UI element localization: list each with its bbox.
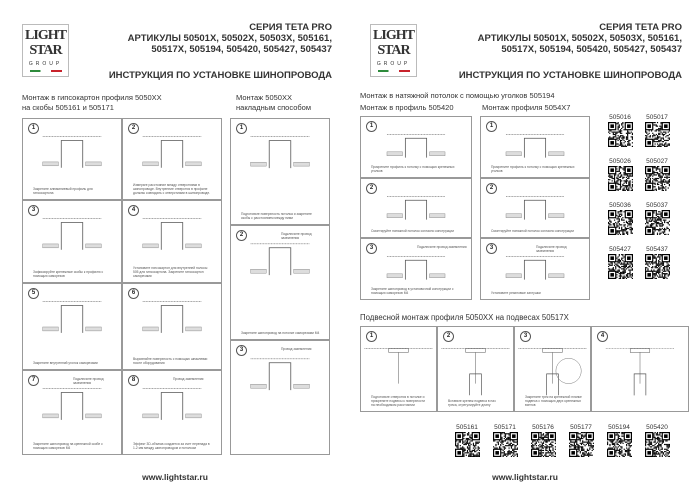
heading-line: Монтаж 5050XX	[236, 93, 292, 102]
step-number: 1	[366, 121, 377, 132]
qr-code[interactable]	[645, 432, 670, 457]
step-number: 1	[366, 331, 377, 342]
website-link[interactable]: www.lightstar.ru	[142, 472, 208, 482]
step-caption: Эффект 3D-объема создается за счет перепада в 1-2 мм между шинопроводом и потолком	[133, 442, 210, 450]
step-panel-2	[230, 225, 330, 340]
logo-text: STAR	[29, 43, 62, 58]
step-number: 3	[236, 345, 247, 356]
lightstar-logo	[22, 24, 69, 77]
diagram-label: Подключите провод заземления	[73, 377, 104, 385]
heading-line: накладным способом	[236, 103, 311, 112]
articles-line: АРТИКУЛЫ 50501X, 50502X, 50503X, 505161,	[127, 33, 332, 44]
qr-item[interactable]	[603, 202, 637, 240]
diagram-label: Подключите провод заземления	[281, 232, 312, 240]
step-caption: Прикрепите профиль к потолку с помощью крепежных уголков	[371, 165, 455, 173]
qr-code[interactable]	[493, 432, 518, 457]
step-panel-2	[122, 118, 222, 200]
step-panel-1	[360, 116, 472, 178]
step-number: 8	[128, 375, 139, 386]
step-caption: Закрепите внутренний уголок саморезами	[33, 361, 98, 365]
step-number: 2	[486, 183, 497, 194]
series-title: СЕРИЯ TETA PRO	[599, 22, 682, 33]
section-heading-surface	[236, 93, 311, 113]
qr-code[interactable]	[608, 210, 633, 235]
qr-code[interactable]	[645, 166, 670, 191]
instruction-title: ИНСТРУКЦИЯ ПО УСТАНОВКЕ ШИНОПРОВОДА	[108, 70, 332, 81]
diagram-label: Подключите провод заземления	[417, 245, 467, 249]
step-number: 7	[28, 375, 39, 386]
step-number: 1	[28, 123, 39, 134]
article-number: 505026	[609, 158, 631, 165]
installation-diagram	[231, 226, 329, 339]
step-number: 4	[128, 205, 139, 216]
heading-line: Монтаж в гипсокартон профиля 5050XX	[22, 93, 162, 102]
step-panel-1	[230, 118, 330, 225]
step-number: 1	[236, 123, 247, 134]
step-number: 1	[486, 121, 497, 132]
step-caption: Смонтируйте натяжной потолок согласно конструкции	[371, 229, 454, 233]
article-number: 505171	[494, 424, 516, 431]
article-number: 505016	[609, 114, 631, 121]
step-panel-3	[514, 326, 591, 412]
section-heading-stretch-ceiling: Монтаж в натяжной потолок с помощью уголков 505194	[360, 91, 555, 100]
qr-code[interactable]	[531, 432, 556, 457]
logo-text: LIGHT	[373, 28, 414, 43]
step-number: 6	[128, 288, 139, 299]
step-panel-3	[360, 238, 472, 300]
section-heading-profile-5054x7: Монтаж профиля 5054X7	[482, 103, 571, 112]
qr-code[interactable]	[607, 432, 632, 457]
instruction-title: ИНСТРУКЦИЯ ПО УСТАНОВКЕ ШИНОПРОВОДА	[458, 70, 682, 81]
diagram-label: Провод заземления	[281, 347, 312, 351]
step-number: 2	[366, 183, 377, 194]
lightstar-logo	[370, 24, 417, 77]
step-caption: Подготовьте отверстия в потолке и прикрепите подвесы к поверхности на необходимом расстоянии	[371, 395, 425, 407]
step-panel-2	[360, 178, 472, 238]
step-number: 3	[486, 243, 497, 254]
article-number: 505437	[646, 246, 668, 253]
article-number: 505427	[609, 246, 631, 253]
logo-text: LIGHT	[25, 28, 66, 43]
article-number: 505177	[570, 424, 592, 431]
qr-item[interactable]	[603, 114, 637, 152]
step-number: 2	[236, 230, 247, 241]
step-caption: Выровняйте поверхность с помощью шпаклевки после оборудования	[133, 357, 208, 365]
article-number: 505194	[608, 424, 630, 431]
installation-diagram	[231, 341, 329, 454]
italian-flag-stripe	[30, 70, 62, 72]
step-caption: Закрепите шинопровод на крепежной скобе с помощью саморезов M4	[33, 442, 103, 450]
articles-line: 50517X, 505194, 505420, 505427, 505437	[501, 44, 682, 55]
qr-item[interactable]	[450, 424, 484, 462]
qr-item[interactable]	[603, 246, 637, 284]
step-panel-2	[480, 178, 590, 238]
step-caption: Вставьте крепеж подвеса в паз трека, отрегулируйте длину	[448, 399, 496, 407]
qr-item[interactable]	[640, 246, 674, 284]
step-number: 4	[597, 331, 608, 342]
qr-code[interactable]	[645, 210, 670, 235]
step-number: 3	[366, 243, 377, 254]
step-number: 2	[128, 123, 139, 134]
logo-text: STAR	[377, 43, 410, 58]
step-panel-3	[22, 200, 122, 283]
qr-item[interactable]	[640, 202, 674, 240]
qr-item[interactable]	[640, 424, 674, 462]
step-caption: Установите гипсокартон для внутренней полосы 505 для гипсокартона. Закрепите гипсокартон саморезами	[133, 266, 208, 278]
step-caption: Зафиксируйте крепежные скобы к профилю с помощью саморезов	[33, 270, 104, 278]
step-panel-1	[360, 326, 437, 412]
header-block	[430, 22, 682, 55]
section-heading-drywall	[22, 93, 162, 113]
qr-item[interactable]	[640, 158, 674, 196]
step-panel-4	[122, 200, 222, 283]
step-panel-5	[22, 283, 122, 370]
step-panel-6	[122, 283, 222, 370]
qr-item[interactable]	[564, 424, 598, 462]
step-number: 5	[28, 288, 39, 299]
article-number: 505036	[609, 202, 631, 209]
qr-item[interactable]	[602, 424, 636, 462]
step-caption: Закрепите шинопровод на потолке саморезами M4	[241, 331, 320, 335]
step-panel-3	[230, 340, 330, 455]
logo-text: GROUP	[376, 61, 411, 67]
step-caption: Прикрепите профиль к потолку с помощью крепежных уголков	[491, 165, 575, 173]
step-caption: Установите резиновые заглушки	[491, 291, 541, 295]
diagram-label: Провод заземления	[173, 377, 204, 381]
qr-code[interactable]	[608, 166, 633, 191]
qr-item[interactable]	[488, 424, 522, 462]
step-caption: Смонтируйте натяжной потолок согласно конструкции	[491, 229, 574, 233]
step-caption: Подготовьте поверхность потолка и закрепите скобы с расстоянием между ними	[241, 212, 312, 220]
logo-text: GROUP	[28, 61, 63, 67]
qr-code[interactable]	[645, 254, 670, 279]
installation-diagram	[231, 119, 329, 224]
step-number: 3	[520, 331, 531, 342]
article-number: 505017	[646, 114, 668, 121]
article-number: 505027	[646, 158, 668, 165]
step-panel-8	[122, 370, 222, 455]
section-heading-suspended: Подвесной монтаж профиля 5050XX на подвесах 50517X	[360, 313, 569, 322]
article-number: 505161	[456, 424, 478, 431]
step-panel-3	[480, 238, 590, 300]
step-panel-7	[22, 370, 122, 455]
qr-item[interactable]	[603, 158, 637, 196]
article-number: 505420	[646, 424, 668, 431]
series-title: СЕРИЯ TETA PRO	[249, 22, 332, 33]
website-link[interactable]: www.lightstar.ru	[492, 472, 558, 482]
header-block	[80, 22, 332, 55]
diagram-label: Подключите провод заземления	[536, 245, 567, 253]
step-caption: Закрепите алюминиевый профиль для гипсокартона	[33, 187, 93, 195]
italian-flag-stripe	[378, 70, 410, 72]
qr-code[interactable]	[569, 432, 594, 457]
qr-code[interactable]	[645, 122, 670, 147]
section-heading-profile-505420: Монтаж в профиль 505420	[360, 103, 454, 112]
step-panel-4	[591, 326, 689, 412]
step-caption: Измерьте расстояние между отверстиями в шинопроводе. Внутренние отверстия в профиле должны совпадать с отверстиями в шинопроводе.	[133, 183, 211, 195]
qr-code[interactable]	[608, 254, 633, 279]
step-caption: Закрепите шинопровод в установочной конструкции с помощью саморезов M4	[371, 287, 454, 295]
step-caption: Закрепите трек на крепежной планке подвеса с помощью двух крепежных винтов	[525, 395, 582, 407]
step-panel-2	[437, 326, 514, 412]
step-panel-1	[22, 118, 122, 200]
article-number: 505176	[532, 424, 554, 431]
qr-item[interactable]	[526, 424, 560, 462]
step-number: 2	[443, 331, 454, 342]
qr-item[interactable]	[640, 114, 674, 152]
articles-line: 50517X, 505194, 505420, 505427, 505437	[151, 44, 332, 55]
qr-code[interactable]	[455, 432, 480, 457]
article-number: 505037	[646, 202, 668, 209]
qr-code[interactable]	[608, 122, 633, 147]
heading-line: на скобы 505161 и 505171	[22, 103, 114, 112]
articles-line: АРТИКУЛЫ 50501X, 50502X, 50503X, 505161,	[477, 33, 682, 44]
step-panel-1	[480, 116, 590, 178]
step-number: 3	[28, 205, 39, 216]
